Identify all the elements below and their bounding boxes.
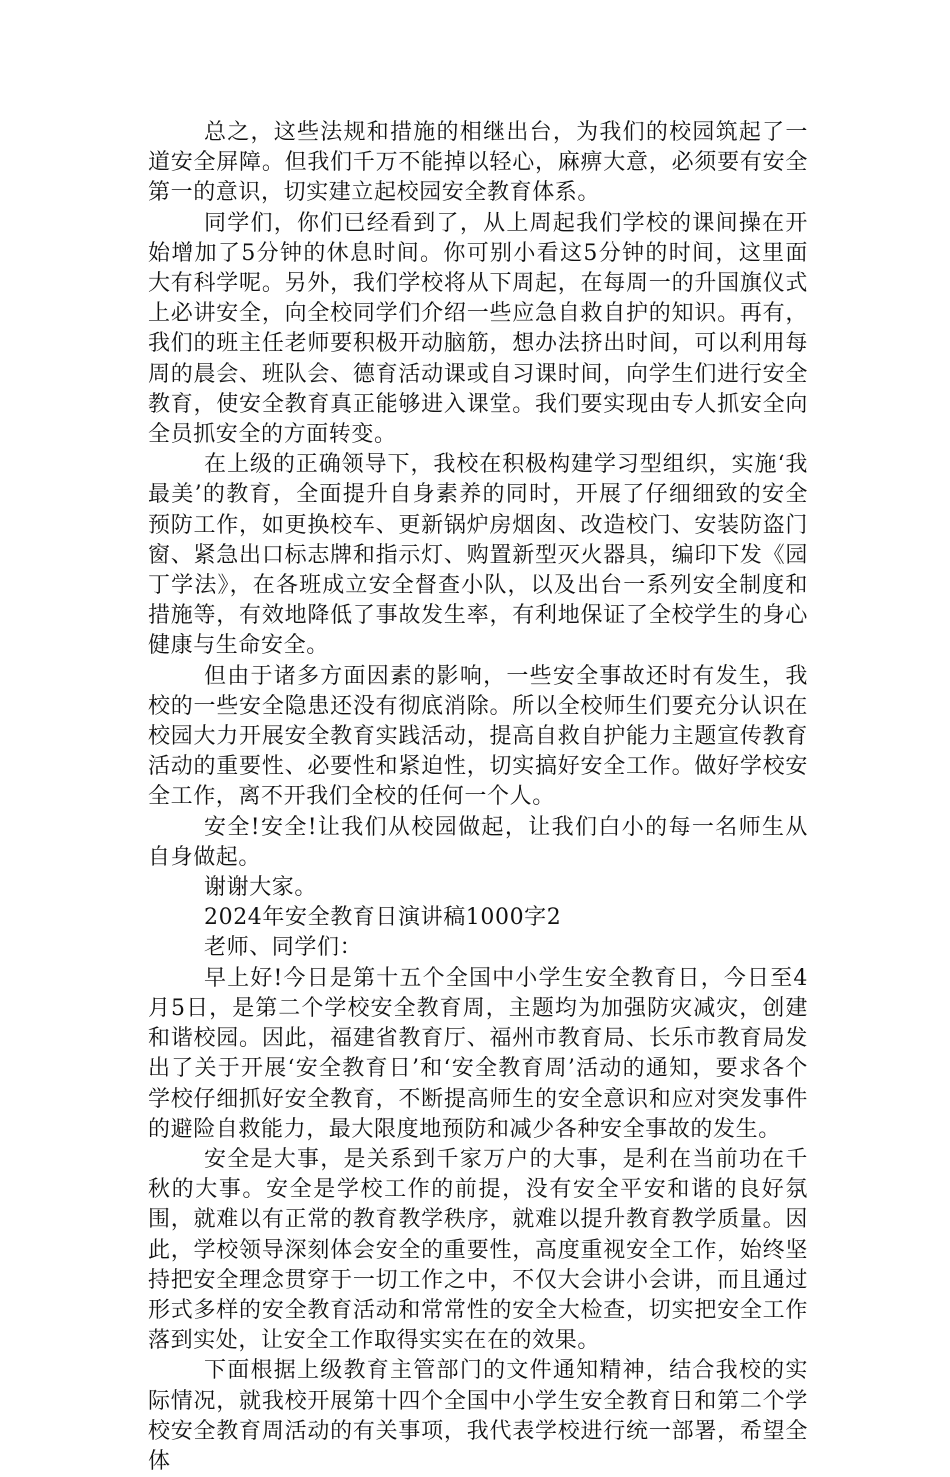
document-page — [148, 118, 808, 1477]
paragraph-greeting: 早上好!今日是第十五个全国中小学生安全教育日，今日至4月5日，是第二个学校安全教育周，主题均为加强防灾减灾，创建和谐校园。因此，福建省教育厅、福州市教育局、长乐市教育局发出了关于开展‘安全教育日’和‘安全教育周’活动的通知，要求各个学校仔细抓好安全教育，不断提高师生的安全意识和应对突发事件的避险自救能力，最大限度地预防和减少各种安全事故的发生。 — [148, 965, 808, 1142]
paragraph-deployment: 下面根据上级教育主管部门的文件通知精神，结合我校的实际情况，就我校开展第十四个全国中小学生安全教育日和第二个学校安全教育周活动的有关事项，我代表学校进行统一部署，希望全体 — [148, 1358, 808, 1474]
speech-heading: 2024年安全教育日演讲稿1000字2 — [204, 905, 562, 931]
paragraph-prevention-work: 在上级的正确领导下，我校在积极构建学习型组织，实施‘我最美’的教育，全面提升自身素养的同时，开展了仔细细致的安全预防工作，如更换校车、更新锅炉房烟囱、改造校门、安装防盗门窗、紧急出口标志牌和指示灯、购置新型灭火器具，编印下发《园丁学法》，在各班成立安全督查小队，以及出台一系列安全制度和措施等，有效地降低了事故发生率，有利地保证了全校学生的身心健康与生命安全。 — [148, 452, 808, 659]
paragraph-hazards: 但由于诸多方面因素的影响，一些安全事故还时有发生，我校的一些安全隐患还没有彻底消除。所以全校师生们要充分认识在校园大力开展安全教育实践活动，提高自救自护能力主题宣传教育活动的重要性、必要性和紧迫性，切实搞好安全工作。做好学校安全工作，离不开我们全校的任何一个人。 — [148, 663, 808, 810]
paragraph-call-to-action: 安全!安全!让我们从校园做起，让我们白小的每一名师生从自身做起。 — [148, 814, 808, 870]
paragraph-break-time: 同学们，你们已经看到了，从上周起我们学校的课间操在开始增加了5分钟的休息时间。你可别小看这5分钟的时间，这里面大有科学呢。另外，我们学校将从下周起，在每周一的升国旗仪式上必讲安全，向全校同学们介绍一些应急自救自护的知识。再有，我们的班主任老师要积极开动脑筋，想办法挤出时间，可以利用每周的晨会、班队会、德育活动课或自习课时间，向学生们进行安全教育，使安全教育真正能够进入课堂。我们要实现由专人抓安全向全员抓安全的方面转变。 — [148, 210, 808, 448]
paragraph-safety-importance: 安全是大事，是关系到千家万户的大事，是利在当前功在千秋的大事。安全是学校工作的前提，没有安全平安和谐的良好氛围，就难以有正常的教育教学秩序，就难以提升教育教学质量。因此，学校领导深刻体会安全的重要性，高度重视安全工作，始终坚持把安全理念贯穿于一切工作之中，不仅大会讲小会讲，而且通过形式多样的安全教育活动和常常性的安全大检查，切实把安全工作落到实处，让安全工作取得实实在在的效果。 — [148, 1146, 808, 1354]
closing-thanks: 谢谢大家。 — [204, 875, 318, 901]
paragraph-summary: 总之，这些法规和措施的相继出台，为我们的校园筑起了一道安全屏障。但我们千万不能掉以轻心，麻痹大意，必须要有安全第一的意识，切实建立起校园安全教育体系。 — [148, 120, 808, 206]
salutation: 老师、同学们： — [204, 935, 363, 961]
